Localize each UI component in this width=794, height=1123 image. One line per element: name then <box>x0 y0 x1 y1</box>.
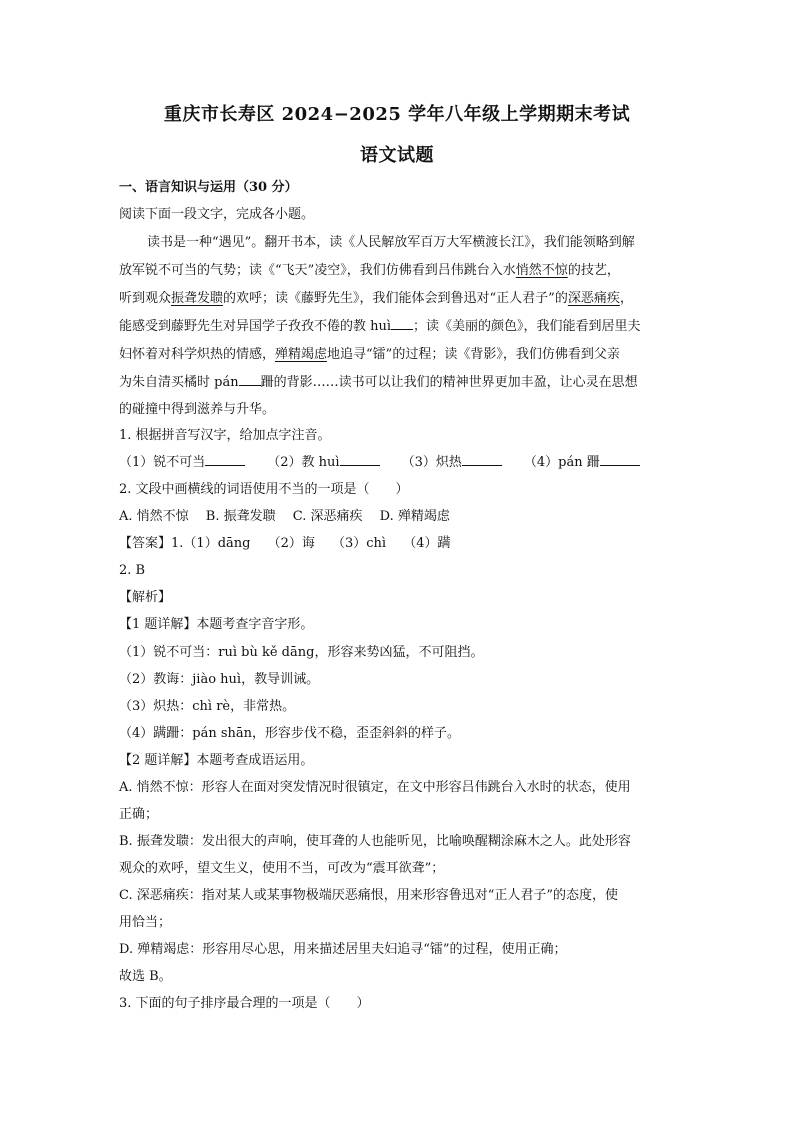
passage-text: 的技艺， <box>567 263 620 278</box>
exam-title: 重庆市长寿区 2024−2025 学年八年级上学期期末考试 <box>163 104 631 125</box>
q1-option-2: （2）教 huì <box>267 455 340 470</box>
analysis-intro: 本题考查字音字形。 <box>196 617 314 632</box>
answer-q1: 1.（1）dāng （2）诲 （3）chì （4）蹒 <box>171 536 451 551</box>
analysis-line: （2）教诲：jiào huì，教导训诫。 <box>119 672 320 687</box>
question-2-options: A. 悄然不惊 B. 振聋发聩 C. 深恶痛疾 D. 殚精竭虑 <box>119 509 450 524</box>
passage-text: 妇怀着对科学炽热的情感， <box>119 347 276 362</box>
passage-text: 听到观众 <box>119 291 172 306</box>
passage-text: ；读《美丽的颜色》，我们能看到居里夫 <box>413 319 641 334</box>
passage-text: 的欢呼；读《藤野先生》，我们能体会到鲁迅对“正人君子”的 <box>223 291 568 306</box>
analysis-section-label: 【1 题详解】 <box>119 617 197 632</box>
answer-q2: 2. B <box>119 563 146 578</box>
analysis-q1-heading <box>119 615 313 635</box>
section-heading: 一、语言知识与运用（30 分） <box>119 180 298 195</box>
answer-blank <box>600 453 640 466</box>
exam-subtitle: 语文试题 <box>360 145 434 166</box>
passage-line-1: 读书是一种“遇见”。翻开书本，读《人民解放军百万大军横渡长江》，我们能领略到解 <box>147 235 635 250</box>
fill-blank <box>391 317 413 330</box>
underlined-idiom: 殚精竭虑 <box>275 347 328 362</box>
analysis-option-c: C. 深恶痛疾：指对某人或某事物极端厌恶痛恨，用来形容鲁迅对“正人君子”的态度，使 <box>119 888 619 903</box>
analysis-line: （1）锐不可当：ruì bù kě dāng，形容来势凶猛，不可阻挡。 <box>119 645 484 660</box>
analysis-intro: 本题考查成语运用。 <box>196 753 314 768</box>
q1-option-1: （1）锐不可当 <box>119 455 206 470</box>
answer-line <box>119 534 450 554</box>
question-1-stem: 1. 根据拼音写汉字，给加点字注音。 <box>119 428 331 443</box>
passage-text: 跚的背影……读书可以让我们的精神世界更加丰盈，让心灵在思想 <box>260 375 638 390</box>
passage-line-5 <box>119 345 620 365</box>
analysis-line: （3）炽热：chì rè，非常热。 <box>119 699 296 714</box>
section-instruction: 阅读下面一段文字，完成各小题。 <box>119 207 315 222</box>
question-1-options <box>119 453 640 473</box>
analysis-option-c-cont: 用恰当； <box>119 915 172 930</box>
q1-option-4: （4）pán 跚 <box>523 455 600 470</box>
analysis-conclusion: 故选 B。 <box>119 969 172 984</box>
passage-line-4 <box>119 317 641 337</box>
analysis-option-b: B. 振聋发聩：发出很大的声响，使耳聋的人也能听见，比喻唤醒糊涂麻木之人。此处形容 <box>119 834 631 849</box>
underlined-idiom: 振聋发聩 <box>171 291 224 306</box>
answer-blank <box>205 453 245 466</box>
analysis-label: 【解析】 <box>119 590 172 605</box>
passage-text: 地追寻“镭”的过程；读《背影》，我们仿佛看到父亲 <box>327 347 620 362</box>
passage-line-3 <box>119 289 633 309</box>
analysis-section-label: 【2 题详解】 <box>119 753 197 768</box>
passage-text: 放军锐不可当的气势；读《“飞天”凌空》，我们仿佛看到吕伟跳台入水 <box>119 263 516 278</box>
fill-blank <box>239 373 261 386</box>
analysis-q2-heading <box>119 751 313 771</box>
analysis-option-b-cont: 观众的欢呼，望文生义，使用不当，可改为“震耳欲聋”； <box>119 861 445 876</box>
answer-label: 【答案】 <box>119 536 172 551</box>
underlined-idiom: 悄然不惊 <box>515 263 568 278</box>
analysis-line: （4）蹒跚：pán shān，形容步伐不稳，歪歪斜斜的样子。 <box>119 726 461 741</box>
question-2-stem: 2. 文段中画横线的词语使用不当的一项是（ ） <box>119 482 409 497</box>
passage-line-2 <box>119 261 620 281</box>
analysis-option-a-cont: 正确； <box>119 807 159 822</box>
underlined-idiom: 深恶痛疾 <box>567 291 620 306</box>
passage-line-6 <box>119 373 638 393</box>
analysis-option-d: D. 殚精竭虑：形容用尽心思，用来描述居里夫妇追寻“镭”的过程，使用正确； <box>119 942 567 957</box>
passage-text: 能感受到藤野先生对异国学子孜孜不倦的教 huì <box>119 319 392 334</box>
q1-option-3: （3）炽热 <box>401 455 462 470</box>
answer-blank <box>462 453 502 466</box>
question-3-stem: 3. 下面的句子排序最合理的一项是（ ） <box>119 996 370 1011</box>
passage-line-7: 的碰撞中得到滋养与升华。 <box>119 402 276 417</box>
passage-text: 为朱自清买橘时 pán <box>119 375 239 390</box>
passage-text: ， <box>619 291 633 306</box>
answer-blank <box>340 453 380 466</box>
analysis-option-a: A. 悄然不惊：形容人在面对突发情况时很镇定，在文中形容吕伟跳台入水时的状态，使用 <box>119 780 631 795</box>
